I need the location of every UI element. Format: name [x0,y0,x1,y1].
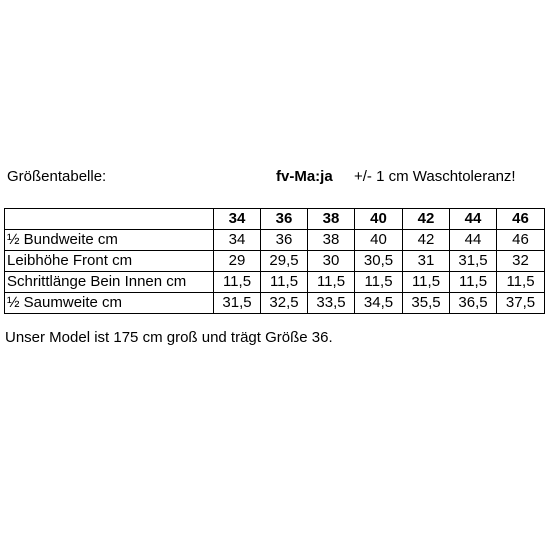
size-header-cell: 46 [497,209,545,230]
table-cell: 33,5 [308,293,355,314]
table-cell: 11,5 [450,272,497,293]
row-label: Schrittlänge Bein Innen cm [5,272,214,293]
model-size-note: Unser Model ist 175 cm groß und trägt Größe 36. [5,329,333,346]
table-cell: 37,5 [497,293,545,314]
table-cell: 11,5 [308,272,355,293]
table-cell: 40 [355,230,403,251]
table-cell: 31 [403,251,450,272]
size-header-cell: 34 [214,209,261,230]
table-row-leibhoehe [5,251,545,272]
table-cell: 32 [497,251,545,272]
table-corner-cell [5,209,214,230]
size-header-cell: 44 [450,209,497,230]
table-cell: 36 [261,230,308,251]
row-label: ½ Bundweite cm [5,230,214,251]
table-cell: 42 [403,230,450,251]
table-cell: 36,5 [450,293,497,314]
size-header-cell: 36 [261,209,308,230]
size-table [4,208,545,314]
table-cell: 31,5 [450,251,497,272]
table-cell: 34,5 [355,293,403,314]
size-table-heading: Größentabelle: [7,168,107,185]
row-label: Leibhöhe Front cm [5,251,214,272]
table-cell: 30,5 [355,251,403,272]
table-row-bundweite [5,230,545,251]
table-cell: 11,5 [214,272,261,293]
table-cell: 11,5 [497,272,545,293]
model-name: fv-Ma:ja [276,168,333,185]
table-cell: 11,5 [261,272,308,293]
table-cell: 32,5 [261,293,308,314]
table-cell: 31,5 [214,293,261,314]
table-cell: 44 [450,230,497,251]
table-cell: 35,5 [403,293,450,314]
size-header-cell: 40 [355,209,403,230]
table-cell: 46 [497,230,545,251]
wash-tolerance-note: +/- 1 cm Waschtoleranz! [354,168,516,185]
table-cell: 38 [308,230,355,251]
size-header-cell: 38 [308,209,355,230]
row-label: ½ Saumweite cm [5,293,214,314]
table-row-saumweite [5,293,545,314]
table-cell: 29,5 [261,251,308,272]
table-row-schrittlaenge [5,272,545,293]
table-cell: 34 [214,230,261,251]
table-cell: 29 [214,251,261,272]
table-cell: 11,5 [403,272,450,293]
table-cell: 30 [308,251,355,272]
size-header-row [5,209,545,230]
table-cell: 11,5 [355,272,403,293]
size-header-cell: 42 [403,209,450,230]
